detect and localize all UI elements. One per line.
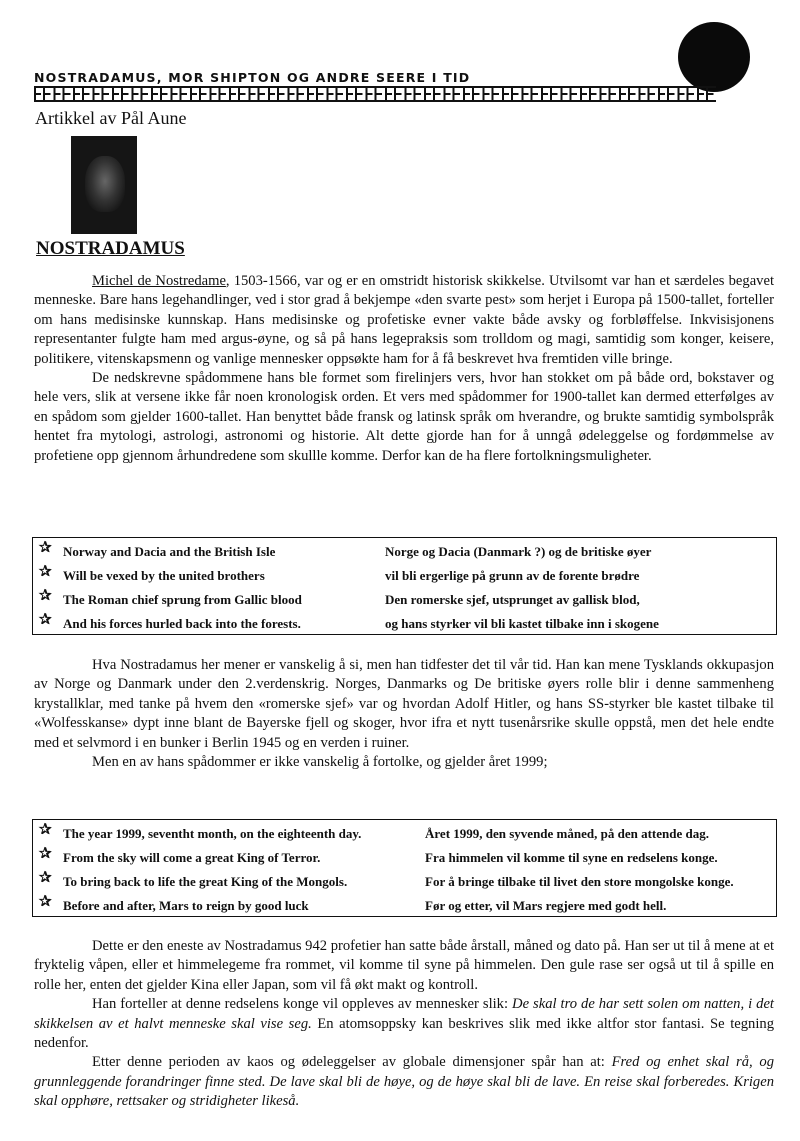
quote-norwegian: vil bli ergerlige på grunn av de forente brødre (385, 568, 640, 583)
nostradamus-quote: De skal tro de har sett solen om natten, i det skikkelsen av et halvt menneske skal vise seg. (34, 996, 774, 1032)
paragraph-7 (34, 1053, 774, 1111)
quote-norwegian: Fra himmelen vil komme til syne en redselens konge. (425, 850, 718, 865)
quote-norwegian: Norge og Dacia (Danmark ?) og de britiske øyer (385, 544, 652, 559)
person-name: Michel de Nostredame (92, 273, 226, 289)
article-byline: Artikkel av Pål Aune (35, 108, 187, 128)
nostradamus-quote: Fred og enhet skal rå, og grunnleggende forandringer finne sted. De lave skal bli de høye, og de høye skal bli de lave. En reise skal forberedes. Krigen skal opphøre, rettsaker og stridigheter likeså. (34, 1054, 774, 1110)
quote-row (33, 844, 776, 868)
quote-row (33, 610, 776, 634)
quote-english: Norway and Dacia and the British Isle (63, 544, 276, 559)
quote-norwegian: Før og etter, vil Mars regjere med godt hell. (425, 898, 667, 913)
quote-english: The year 1999, seventht month, on the eighteenth day. (63, 826, 362, 841)
quote-norwegian: og hans styrker vil bli kastet tilbake inn i skogene (385, 616, 659, 631)
quote-english: Will be vexed by the united brothers (63, 568, 265, 583)
star-bullet-icon: ✰ (39, 540, 52, 556)
paragraph-4: Men en av hans spådommer er ikke vanskelig å fortolke, og gjelder året 1999; (92, 754, 548, 771)
ink-blot (678, 22, 750, 92)
star-bullet-icon: ✰ (39, 894, 52, 910)
quote-norwegian: For å bringe tilbake til livet den store mongolske konge. (425, 874, 734, 889)
quote-box-2 (32, 819, 777, 917)
middle-text (34, 656, 774, 772)
paragraph-5: Dette er den eneste av Nostradamus 942 profetier han satte både årstall, måned og dato på. Han ser ut til å mene at et fryktelig våpen, eller et himmelegeme fra rommet, vil komme til syne på himmelen. Den gule rase ser også ut til å spille en rolle her, enten det gjelder Kina eller Japan, som vil få økt makt og kontroll. (34, 938, 775, 993)
closing-text (34, 937, 774, 1112)
star-bullet-icon: ✰ (39, 564, 52, 580)
quote-english: To bring back to life the great King of the Mongols. (63, 874, 348, 889)
quote-row (33, 892, 776, 916)
paragraph-1-text: , 1503-1566, var og er en omstridt historisk skikkelse. Utvilsomt var han et særdeles begavet menneske. Bare hans legehandlinger, ved i stor grad å bekjempe «den svarte pest» som herjet i Europa på 1500-tallet, forteller om hans medisinske kunnskap. Hans medisinske og profetiske evner vakte både avsky og forbløffelse. Inkvisisjonens representanter fulgte ham med argus-øyne, og så på hans legepraksis som trolldom og magi, samtidig som konger, keisere, politikere, vitenskapsmenn og vanlige mennesker oppsøkte ham for å få beskrevet hva fremtiden ville bringe. (34, 273, 774, 367)
paragraph-6-lead: Han forteller at denne redselens konge vil oppleves av mennesker slik: (92, 996, 513, 1013)
star-bullet-icon: ✰ (39, 846, 52, 862)
paragraph-6 (34, 995, 774, 1053)
star-bullet-icon: ✰ (39, 588, 52, 604)
quote-box-1 (32, 537, 777, 635)
quote-row (33, 538, 776, 562)
quote-row (33, 586, 776, 610)
section-title: NOSTRADAMUS (36, 238, 185, 259)
quote-english: Before and after, Mars to reign by good luck (63, 898, 309, 913)
intro-text (34, 272, 774, 466)
paragraph-6-text: En atomsoppsky kan beskrives slik med ikke altfor stor fantasi. Se tegning nedenfor. (34, 1015, 775, 1052)
quote-english: And his forces hurled back into the forests. (63, 616, 301, 631)
quote-english: From the sky will come a great King of Terror. (63, 850, 321, 865)
portrait-image (71, 136, 137, 234)
paragraph-1 (34, 272, 774, 369)
greek-key-border (34, 86, 716, 102)
quote-row (33, 562, 776, 586)
quote-norwegian: Året 1999, den syvende måned, på den attende dag. (425, 826, 709, 841)
star-bullet-icon: ✰ (39, 870, 52, 886)
star-bullet-icon: ✰ (39, 822, 52, 838)
quote-row (33, 868, 776, 892)
star-bullet-icon: ✰ (39, 612, 52, 628)
paragraph-2: De nedskrevne spådommene hans ble formet som firelinjers vers, hvor han stokket om på både ord, bokstaver og hele vers, slik at versene ikke får noen kronologisk orden. Et vers med spådommer for 1900-tallet kan dermed etterfølges av en spådom som gjelder 1600-tallet. Han benyttet både fransk og latinsk språk om hverandre, og brukte samtidig symbolspråk hentet fra mytologi, astrologi, astronomi og historie. Alt dette gjorde han for å unngå ødeleggelse og fordømmelse av profetiene opp gjennom århundredene som skullle komme. Derfor kan de ha flere fortolkningsmuligheter. (34, 370, 774, 464)
page-header-title: NOSTRADAMUS, MOR SHIPTON OG ANDRE SEERE I TID (34, 70, 471, 85)
quote-norwegian: Den romerske sjef, utsprunget av gallisk blod, (385, 592, 640, 607)
paragraph-7-lead: Etter denne perioden av kaos og ødeleggelser av globale dimensjoner spår han at: (92, 1054, 612, 1071)
quote-english: The Roman chief sprung from Gallic blood (63, 592, 302, 607)
quote-row (33, 820, 776, 844)
paragraph-3: Hva Nostradamus her mener er vanskelig å si, men han tidfester det til vår tid. Han kan mene Tysklands okkupasjon av Norge og Danmark under den 2.verdenskrig. Norges, Danmarks og De britiske øyers rolle blir i denne sammenheng krystallklar, med tanke på hvem den «romerske sjef» var og hvordan Adolf Hitler, og hans SS-styrker ble kastet tilbake til «Wolfesskanse» dypt inne blant de Bayerske fjell og skoger, hvor ifra et nytt tusenårsrike skulle oppstå, men det hele endte med et selvmord i en bunker i Berlin 1945 og en verden i ruiner. (34, 657, 774, 751)
